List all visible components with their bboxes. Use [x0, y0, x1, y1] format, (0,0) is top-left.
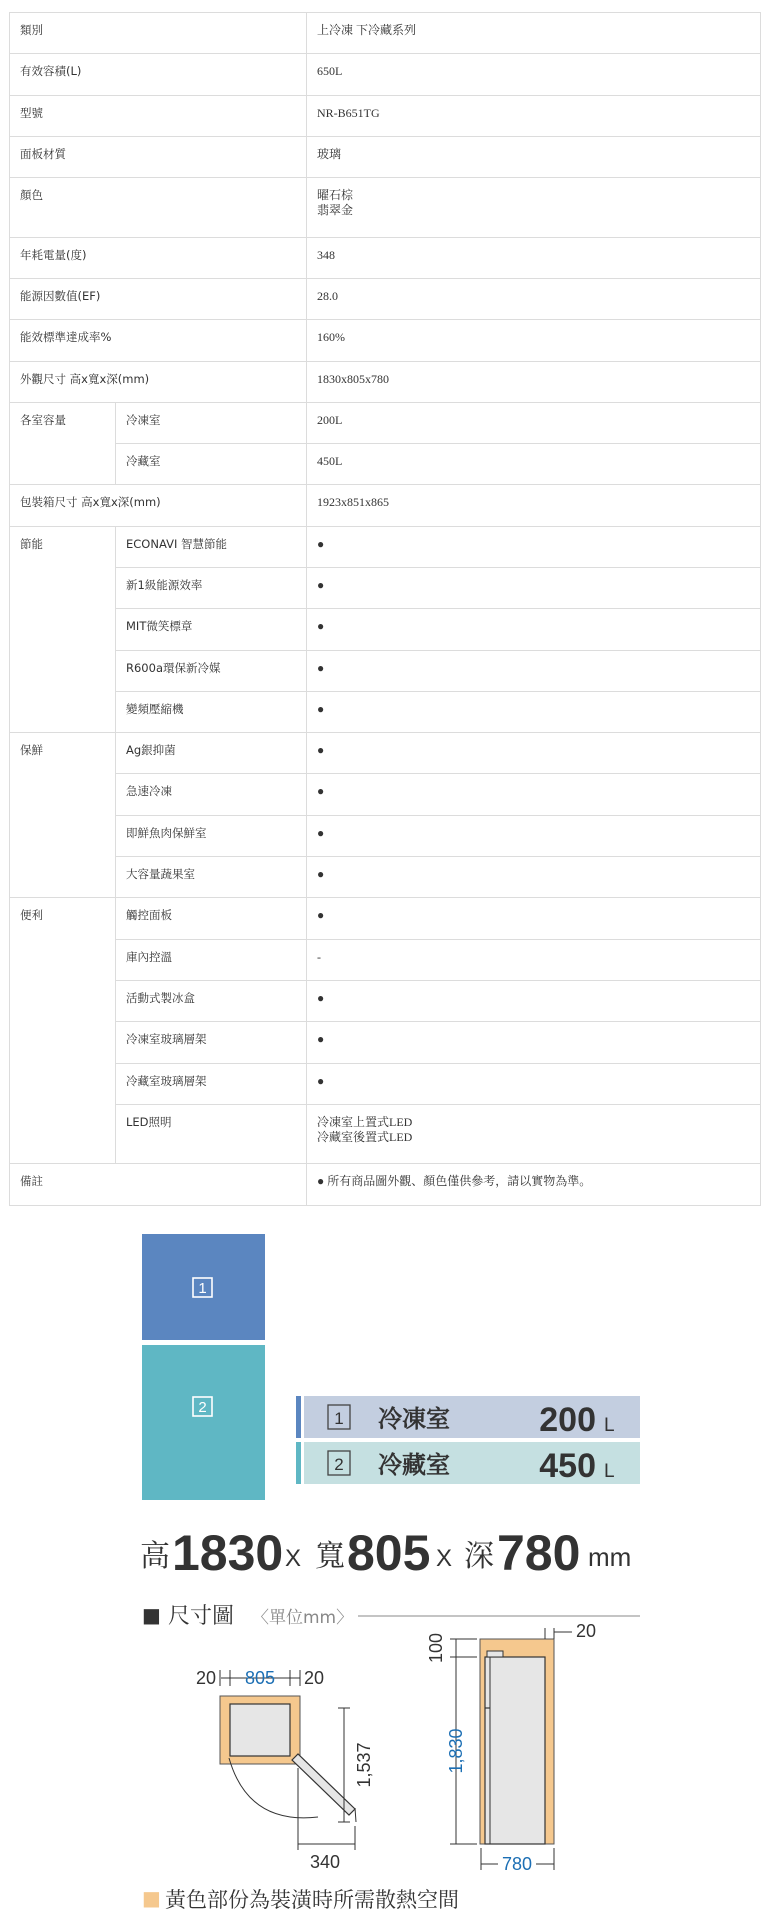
top-view-width: 805 [244, 1668, 276, 1688]
spec-value-line: 160% [317, 330, 345, 345]
spec-sub-label: 新1級能源效率 [116, 568, 307, 609]
spec-value [307, 237, 761, 278]
fridge-block-num: 2 [198, 1399, 207, 1416]
spec-label: 包裝箱尺寸 高x寬x深(mm) [10, 485, 307, 526]
spec-label: 外觀尺寸 高x寬x深(mm) [10, 361, 307, 402]
spec-value [307, 1063, 761, 1104]
clearance-note: 黃色部份為裝潢時所需散熱空間 [165, 1888, 459, 1912]
spec-sub-label: 觸控面板 [116, 898, 307, 939]
spec-sub-label: 急速冷凍 [116, 774, 307, 815]
spec-label: 備註 [10, 1164, 307, 1206]
spec-row [10, 13, 761, 54]
spec-row [10, 939, 761, 980]
spec-row [10, 526, 761, 567]
spec-group-label: 節能 [10, 526, 116, 732]
dims-times-1: X [285, 1545, 302, 1572]
spec-value-line: ● [317, 660, 325, 675]
spec-value [307, 485, 761, 526]
spec-row [10, 320, 761, 361]
spec-value-line: ● 所有商品圖外觀、顏色僅供參考，請以實物為準。 [317, 1174, 592, 1189]
spec-row [10, 568, 761, 609]
spec-value [307, 733, 761, 774]
spec-value-line: ● [317, 908, 325, 923]
spec-sub-label: 大容量蔬果室 [116, 857, 307, 898]
spec-row [10, 361, 761, 402]
section-unit: 〈單位mm〉 [252, 1608, 354, 1628]
spec-row [10, 857, 761, 898]
spec-value-line: NR-B651TG [317, 105, 380, 120]
open-door [292, 1754, 355, 1815]
spec-value-line: 28.0 [317, 288, 338, 303]
spec-value [307, 691, 761, 732]
spec-sub-label: 活動式製冰盒 [116, 980, 307, 1021]
spec-value-line: - [317, 949, 321, 964]
spec-value-line: 翡翠金 [317, 203, 354, 218]
spec-sub-label: 冷藏室玻璃層架 [116, 1063, 307, 1104]
spec-value-line: 650L [317, 64, 343, 79]
spec-value [307, 95, 761, 136]
spec-value [307, 13, 761, 54]
spec-value [307, 136, 761, 177]
spec-value [307, 774, 761, 815]
spec-sub-label: 即鮮魚肉保鮮室 [116, 815, 307, 856]
side-view-height: 1,830 [446, 1728, 466, 1774]
legend-fridge-capacity: 450 [539, 1447, 596, 1485]
top-view-body [230, 1704, 290, 1756]
spec-label: 型號 [10, 95, 307, 136]
spec-value-line: ● [317, 825, 325, 840]
spec-sub-label: MIT微笑標章 [116, 609, 307, 650]
spec-value-line: ● [317, 784, 325, 799]
spec-value-line: 450L [317, 454, 343, 469]
spec-sub-label: 變頻壓縮機 [116, 691, 307, 732]
spec-value [307, 1164, 761, 1206]
spec-label: 面板材質 [10, 136, 307, 177]
spec-label: 能源因數值(EF) [10, 278, 307, 319]
spec-sub-label: 冷凍室玻璃層架 [116, 1022, 307, 1063]
spec-value [307, 402, 761, 443]
spec-value-line: 冷凍室上置式LED [317, 1114, 413, 1129]
spec-row [10, 733, 761, 774]
spec-value-line: 曜石棕 [317, 188, 354, 203]
spec-row [10, 402, 761, 443]
spec-value-line: ● [317, 1032, 325, 1047]
spec-row [10, 980, 761, 1021]
spec-sub-label: ECONAVI 智慧節能 [116, 526, 307, 567]
legend-fridge-unit: L [604, 1461, 615, 1482]
spec-row [10, 237, 761, 278]
spec-value [307, 857, 761, 898]
spec-value-line: ● [317, 867, 325, 882]
spec-value-line: 玻璃 [317, 146, 342, 161]
spec-row [10, 898, 761, 939]
spec-row [10, 609, 761, 650]
spec-value-line: ● [317, 701, 325, 716]
spec-table-body [10, 13, 761, 1206]
spec-row [10, 691, 761, 732]
spec-row [10, 650, 761, 691]
spec-label: 類別 [10, 13, 307, 54]
spec-value [307, 939, 761, 980]
side-view-back-gap: 20 [575, 1621, 597, 1641]
legend-fridge-num: 2 [334, 1455, 344, 1474]
dims-depth-value: 780 [497, 1525, 581, 1581]
spec-value-line: ● [317, 1073, 325, 1088]
legend-freezer-num: 1 [334, 1409, 344, 1428]
spec-value [307, 609, 761, 650]
spec-row [10, 815, 761, 856]
product-diagram [0, 1230, 770, 1919]
spec-row [10, 178, 761, 237]
spec-row [10, 54, 761, 95]
spec-value-line: 200L [317, 412, 343, 427]
spec-value [307, 980, 761, 1021]
dims-depth-label: 深 [464, 1539, 494, 1574]
legend-freezer-bar [296, 1396, 301, 1438]
section-marker-icon: ■ [142, 1603, 161, 1627]
spec-row [10, 1104, 761, 1163]
legend-fridge-name: 冷藏室 [378, 1451, 450, 1479]
spec-group-label: 保鮮 [10, 733, 116, 898]
spec-row [10, 774, 761, 815]
spec-row [10, 1164, 761, 1206]
dims-width-value: 805 [347, 1525, 431, 1581]
spec-table [9, 12, 761, 1206]
spec-value [307, 815, 761, 856]
dims-height-value: 1830 [172, 1525, 284, 1581]
spec-value-line: 1923x851x865 [317, 495, 389, 510]
fridge-block [142, 1345, 265, 1500]
top-view-door-depth: 1,537 [354, 1742, 374, 1788]
spec-value [307, 1104, 761, 1163]
freezer-block-num: 1 [198, 1280, 207, 1297]
legend-freezer-capacity: 200 [539, 1401, 596, 1439]
spec-row [10, 444, 761, 485]
spec-sub-label: 冷凍室 [116, 402, 307, 443]
side-view-top-gap: 100 [426, 1632, 446, 1664]
spec-value-line: 冷藏室後置式LED [317, 1129, 413, 1144]
spec-row [10, 1063, 761, 1104]
spec-row [10, 1022, 761, 1063]
spec-value [307, 568, 761, 609]
spec-row [10, 485, 761, 526]
legend-freezer-name: 冷凍室 [378, 1405, 450, 1433]
spec-value [307, 361, 761, 402]
note-marker-icon: ■ [142, 1886, 161, 1910]
top-view-left-gap: 20 [195, 1668, 217, 1688]
spec-value-line: ● [317, 990, 325, 1005]
dims-height-label: 高 [140, 1539, 170, 1574]
top-view-diagram [196, 1668, 374, 1872]
spec-row [10, 95, 761, 136]
legend-fridge-bar [296, 1442, 301, 1484]
spec-value [307, 278, 761, 319]
spec-value-line: ● [317, 743, 325, 758]
spec-value-line: 上冷凍 下冷藏系列 [317, 23, 417, 37]
spec-value-line: ● [317, 536, 325, 551]
side-view-diagram [426, 1621, 596, 1874]
legend-freezer-unit: L [604, 1415, 615, 1436]
section-title: 尺寸圖 [168, 1604, 235, 1629]
spec-label: 有效容積(L) [10, 54, 307, 95]
top-view-right-gap: 20 [303, 1668, 325, 1688]
spec-sub-label: R600a環保新冷媒 [116, 650, 307, 691]
spec-label: 年耗電量(度) [10, 237, 307, 278]
side-view-body [485, 1657, 545, 1844]
spec-value [307, 526, 761, 567]
spec-value [307, 1022, 761, 1063]
spec-row [10, 136, 761, 177]
spec-value [307, 898, 761, 939]
spec-value [307, 444, 761, 485]
spec-value-line: 348 [317, 247, 335, 262]
spec-group-label: 便利 [10, 898, 116, 1164]
spec-value-line: ● [317, 619, 325, 634]
spec-value [307, 54, 761, 95]
spec-sub-label: Ag銀抑菌 [116, 733, 307, 774]
top-view-door-swing: 340 [309, 1852, 341, 1872]
dims-width-label: 寬 [315, 1539, 345, 1574]
spec-label: 能效標準達成率% [10, 320, 307, 361]
spec-value-line: ● [317, 578, 325, 592]
spec-sub-label: LED照明 [116, 1104, 307, 1163]
dims-unit: mm [588, 1542, 632, 1572]
side-view-depth: 780 [501, 1854, 533, 1874]
spec-value [307, 320, 761, 361]
spec-row [10, 278, 761, 319]
spec-sub-label: 庫內控溫 [116, 939, 307, 980]
side-view-handle [487, 1651, 503, 1657]
spec-group-label: 各室容量 [10, 402, 116, 485]
spec-label: 顏色 [10, 178, 307, 237]
spec-value [307, 650, 761, 691]
dims-times-2: X [436, 1545, 453, 1572]
spec-value [307, 178, 761, 237]
spec-value-line: 1830x805x780 [317, 371, 389, 386]
spec-sub-label: 冷藏室 [116, 444, 307, 485]
